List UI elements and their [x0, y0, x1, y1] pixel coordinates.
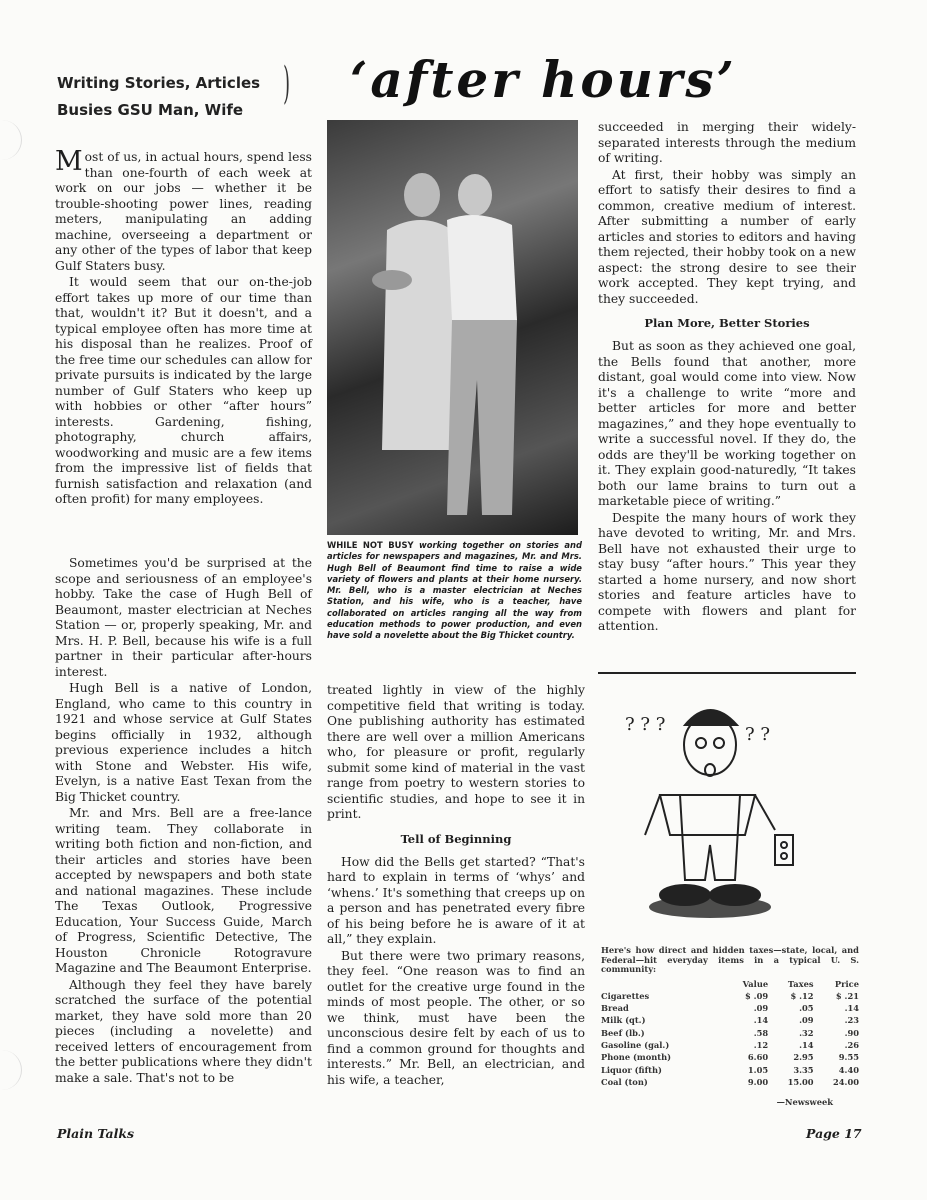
paragraph: But there were two primary reasons, they feel. “One reason was to find an outlet for the creative urge found in the minds of most people. The other, or so we think, must have been the unconscious desire felt by each of us to find a common ground for thoughts and interests.” Mr. Bell, an electrician, and his wife, a teacher, [327, 948, 585, 1087]
paragraph: Sometimes you'd be surprised at the scope and seriousness of an employee's hobby. Take the case of Hugh Bell of Beaumont, master electrician at Neches Station — or, properly speaking, Mr. and Mrs. H. P. Bell, because his wife is a full partner in their particular after-hours interest. [55, 556, 312, 679]
table-cell: 3.35 [793, 1064, 814, 1075]
table-cell: 9.55 [838, 1052, 859, 1063]
table-cell: $ .09 [745, 990, 769, 1001]
divider [598, 672, 856, 674]
table-row [601, 1014, 859, 1026]
table-row [601, 1064, 859, 1076]
table-cell: .23 [844, 1015, 859, 1026]
decorative-brace: ) [283, 58, 291, 109]
svg-text:? ? ?: ? ? ? [625, 714, 666, 735]
table-cell: .14 [753, 1015, 769, 1026]
table-row [601, 990, 859, 1002]
table-cell: .09 [753, 1003, 769, 1014]
headline-line: Busies GSU Man, Wife [57, 101, 244, 119]
section-title: ‘after hours’ [350, 50, 737, 109]
table-cell: .09 [799, 1015, 814, 1026]
column-header [601, 978, 724, 990]
table-cell: .14 [844, 1003, 859, 1014]
table-cell: Bread [601, 1003, 629, 1014]
table-cell: 4.40 [838, 1064, 859, 1075]
binder-hole [0, 1050, 22, 1090]
column-header: Value [742, 978, 769, 989]
table-cell: Phone (month) [601, 1052, 672, 1063]
paragraph: Hugh Bell is a native of London, England, who came to this country in 1921 and whose service at Gulf States begins officially in 1932, although previous experience includes a hitch with Stone and Webster. His wife, Evelyn, is a native East Texan from the Big Thicket country. [55, 681, 312, 804]
cartoon-puzzled-man-illustration [605, 685, 815, 930]
paragraph: Despite the many hours of work they have devoted to writing, Mr. and Mrs. Bell have not exhausted their urge to stay busy “after hours.” This year they started a home nursery, and now short stories and feature articles have to compete with flowers and plant for attention. [598, 510, 856, 633]
tax-data-table [601, 978, 859, 1089]
photo-bells-nursery [327, 120, 578, 535]
table-cell: .26 [844, 1039, 859, 1050]
table-cell: 9.00 [747, 1076, 769, 1087]
paragraph: Although they feel they have barely scratched the surface of the potential market, they have sold more than 20 pieces (including a novelette) and received letters of encouragement from the better publications where they didn't make a sale. That's not to be [55, 977, 312, 1085]
table-cell: Milk (qt.) [601, 1015, 646, 1026]
article-headline [57, 70, 260, 124]
paragraph: Mr. and Mrs. Bell are a free-lance writing team. They collaborate in writing both fiction and non-fiction, and their articles and stories have been accepted by newspapers and both state and national magazines. These include The Texas Outlook, Progressive Education, Your Success Guide, March of Progress, Scientific Detective, The Houston Chronicle Rotogravure Magazine and The Beaumont Enterprise. [55, 806, 312, 975]
table-cell: Beef (lb.) [601, 1027, 645, 1038]
table-row [601, 1027, 859, 1039]
table-row [601, 1002, 859, 1014]
subheading: Plan More, Better Stories [644, 316, 810, 330]
table-cell: .14 [799, 1039, 814, 1050]
table-cell: 24.00 [833, 1076, 859, 1087]
table-cell: .90 [844, 1027, 859, 1038]
svg-text:? ?: ? ? [745, 724, 771, 745]
binder-hole [0, 120, 22, 160]
table-cell: $ .21 [835, 990, 859, 1001]
table-cell: 2.95 [793, 1052, 814, 1063]
column-header: Price [834, 978, 859, 989]
footer-page-number: Page 17 [806, 1126, 862, 1141]
table-cell: 15.00 [787, 1076, 814, 1087]
table-cell: 1.05 [747, 1064, 769, 1075]
table-cell: $ .12 [790, 990, 814, 1001]
column-3 [598, 120, 856, 636]
paragraph: Most of us, in actual hours, spend less than one-fourth of each week at work on our jobs — whether it be trouble-shooting power lines, reading meters, manipulating an adding machine, overseeing a department or any other of the types of labor that keep Gulf Staters busy. [55, 146, 312, 273]
column-2 [327, 683, 585, 1089]
paragraph: It would seem that our on-the-job effort takes up more of our time than that, wouldn't it? But it doesn't, and a typical employee often has more time at his disposal than he realizes. Proof of the free time our schedules can allow for private pursuits is indicated by the large number of Gulf Staters who keep up with hobbies or other “after hours” interests. Gardening, fishing, photography, church affairs, woodworking and music are a few items from the impressive list of fields that furnish satisfaction and relaxation (and often profit) for many employees. [55, 275, 312, 506]
table-cell: .12 [753, 1039, 769, 1050]
paragraph: How did the Bells get started? “That's hard to explain in terms of ‘whys’ and ‘whens.’ It's something that creeps up on a person and has penetrated every fibre of his being before he is aware of it at all,” they explain. [327, 854, 585, 946]
subheading: Tell of Beginning [400, 831, 512, 846]
column-1-top [55, 146, 312, 509]
table-row [601, 1051, 859, 1063]
table-cell: .05 [799, 1003, 814, 1014]
column-1-bottom [55, 556, 312, 1087]
tax-table [601, 946, 859, 1107]
table-cell: Coal (ton) [601, 1076, 648, 1087]
table-cell: Cigarettes [601, 990, 650, 1001]
column-header: Taxes [787, 978, 814, 989]
paragraph: At first, their hobby was simply an effort to satisfy their desires to find a common, creative medium of interest. After submitting a number of early articles and stories to editors and having them rejected, their hobby took on a new aspect: the strong desire to see their work accepted. They kept trying, and they succeeded. [598, 167, 856, 306]
drop-cap: M [55, 146, 83, 177]
paragraph: But as soon as they achieved one goal, the Bells found that another, more distant, goal would come into view. Now it's a challenge to write “more and better articles for more and better magazines,” and they hope eventually to write a successful novel. If they do, the odds are they'll be working together on it. They explain good-naturedly, “It takes both our lame brains to turn out a marketable piece of writing.” [598, 339, 856, 508]
table-row [601, 1076, 859, 1088]
table-cell: Liquor (fifth) [601, 1064, 662, 1075]
table-cell: .58 [753, 1027, 769, 1038]
table-cell: 6.60 [747, 1052, 769, 1063]
table-row [601, 1039, 859, 1051]
headline-line: Writing Stories, Articles [57, 74, 261, 92]
paragraph: succeeded in merging their widely-separated interests through the medium of writing. [598, 120, 856, 165]
source-credit: —Newsweek [776, 1097, 833, 1108]
tax-table-intro: Here's how direct and hidden taxes—state, local, and Federal—hit everyday items in a typical U. S. community: [601, 945, 859, 974]
paragraph: treated lightly in view of the highly competitive field that writing is today. One publishing authority has estimated there are well over a million Americans who, for pleasure or profit, regularly submit some kind of material in the vast range from poetry to western stories to scientific studies, and hope to see it in print. [327, 683, 585, 821]
table-cell: Gasoline (gal.) [601, 1039, 670, 1050]
photo-caption: WHILE NOT BUSY working together on stories and articles for newspapers and magazines, Mr. and Mrs. Hugh Bell of Beaumont find time to raise a wide variety of flowers and plants at their home nursery. Mr. Bell, who is a master electrician at Neches Station, and his wife, who is a teacher, have collaborated on articles ranging all the way from education methods to power production, and even have sold a novelette about the Big Thicket country. [327, 540, 582, 641]
table-cell: .32 [799, 1027, 814, 1038]
footer-publication: Plain Talks [57, 1126, 135, 1141]
